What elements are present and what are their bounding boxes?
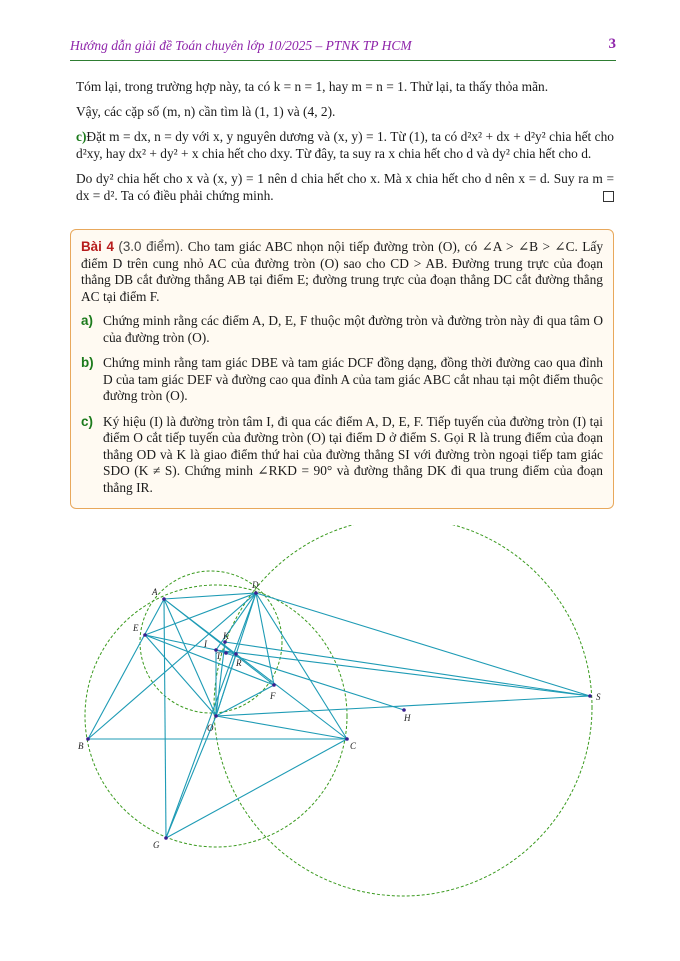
paragraph-3-text: Đặt m = dx, n = dy với x, y nguyên dương và (x, y) = 1. Từ (1), ta có d²x² + dx + d²y² chia hết cho d²xy, hay dx² + dy² + x chia hết cho dxy. Từ đây, ta suy ra x chia hết cho d và dy² chia hết cho d. [76, 129, 614, 161]
point-r [234, 652, 238, 656]
point-f [272, 683, 276, 687]
paragraph-2: Vậy, các cặp số (m, n) cần tìm là (1, 1) và (4, 2). [76, 104, 336, 119]
label-t: T [216, 651, 222, 661]
point-b [86, 737, 90, 741]
segment-ab [88, 599, 164, 739]
page-number: 3 [608, 36, 616, 52]
segment-oc [216, 716, 347, 739]
point-t [224, 651, 228, 655]
header-title: Hướng dẫn giải đề Toán chuyên lớp 10/2025 – PTNK TP HCM [70, 38, 412, 53]
segment-ds [256, 593, 590, 696]
label-r: R [236, 658, 242, 668]
label-b: B [78, 741, 84, 751]
label-s: S [596, 692, 601, 702]
point-d [254, 591, 258, 595]
label-c: C [350, 741, 357, 751]
problem-statement-text: Cho tam giác ABC nhọn nội tiếp đường tròn (O), có ∠A > ∠B > ∠C. Lấy điểm D trên cung nhỏ AC của đường tròn (O) sao cho CD > AB. Đường trung trực của đoạn thẳng DB cắt đường thẳng AB tại điểm E; đường trung trực của đoạn thẳng DC cắt đường thẳng AC tại điểm F. [81, 239, 604, 304]
point-a [162, 597, 166, 601]
point-g [164, 836, 168, 840]
geometry-figure [70, 525, 630, 945]
label-i: I [204, 639, 207, 649]
segment-dg [166, 593, 256, 838]
label-f: F [270, 691, 276, 701]
geometry-diagram [70, 525, 630, 945]
segment-dc [256, 593, 347, 739]
segment-ag [164, 599, 166, 838]
part-c-label: c) [76, 129, 87, 144]
point-e [143, 633, 147, 637]
segment-di [216, 593, 256, 650]
point-c [345, 737, 349, 741]
qed-square-icon [603, 191, 614, 202]
paragraph-1: Tóm lại, trong trường hợp này, ta có k = n = 1, hay m = n = 1. Thử lại, ta thấy thỏa mãn. [76, 79, 549, 94]
problem-box [70, 229, 614, 509]
part-b-text: Chứng minh rằng tam giác DBE và tam giác DCF đồng dạng, đồng thời đường cao qua đỉnh D của tam giác DEF và đường cao qua đỉnh A của tam giác ABC cắt nhau tại một điểm thuộc đường tròn (O). [103, 355, 603, 403]
label-o: O [207, 723, 214, 733]
label-h: H [404, 713, 411, 723]
part-b-label: b) [81, 355, 94, 370]
part-a-text: Chứng minh rằng các điểm A, D, E, F thuộc một đường tròn và đường tròn này đi qua tâm O của đường tròn (O). [103, 313, 603, 345]
problem-statement [81, 239, 603, 305]
segment-gc [166, 739, 347, 838]
label-a: A [152, 587, 158, 597]
segment-ao [164, 599, 216, 716]
paragraph-4 [76, 170, 614, 204]
part-b [81, 355, 603, 405]
part-c [81, 414, 603, 497]
part-c-label-problem: c) [81, 413, 93, 429]
label-e: E [133, 623, 139, 633]
paragraph-4-text: Do dy² chia hết cho x và (x, y) = 1 nên d chia hết cho x. Mà x chia hết cho d nên x = d. Suy ra m = dx = d². Ta có điều phải chứng minh. [76, 171, 614, 203]
page-header [70, 36, 616, 61]
part-c-text: Ký hiệu (I) là đường tròn tâm I, đi qua các điểm A, D, E, F. Tiếp tuyến của đường tròn (I) tại điểm O cắt tiếp tuyến của đường tròn (O) tại điểm D ở điểm S. Gọi R là trung điểm của đoạn thẳng OD và K là giao điểm thứ hai của đường thẳng SI với đường tròn ngoại tiếp tam giác SDO (K ≠ S). Chứng minh ∠RKD = 90° và đường thẳng DK đi qua trung điểm của đoạn thẳng IR. [103, 413, 603, 495]
point-s [588, 694, 592, 698]
part-a [81, 313, 603, 346]
label-d: D [252, 580, 259, 590]
solution-text [76, 78, 614, 212]
label-g: G [153, 840, 160, 850]
segment-og [166, 716, 216, 838]
problem-points: (3.0 điểm). [118, 239, 184, 254]
point-o [214, 714, 218, 718]
problem-title: Bài 4 [81, 239, 115, 254]
point-h [402, 708, 406, 712]
label-k: K [223, 631, 230, 641]
part-a-label: a) [81, 313, 93, 328]
segment-de [145, 593, 256, 635]
paragraph-3 [76, 128, 614, 162]
